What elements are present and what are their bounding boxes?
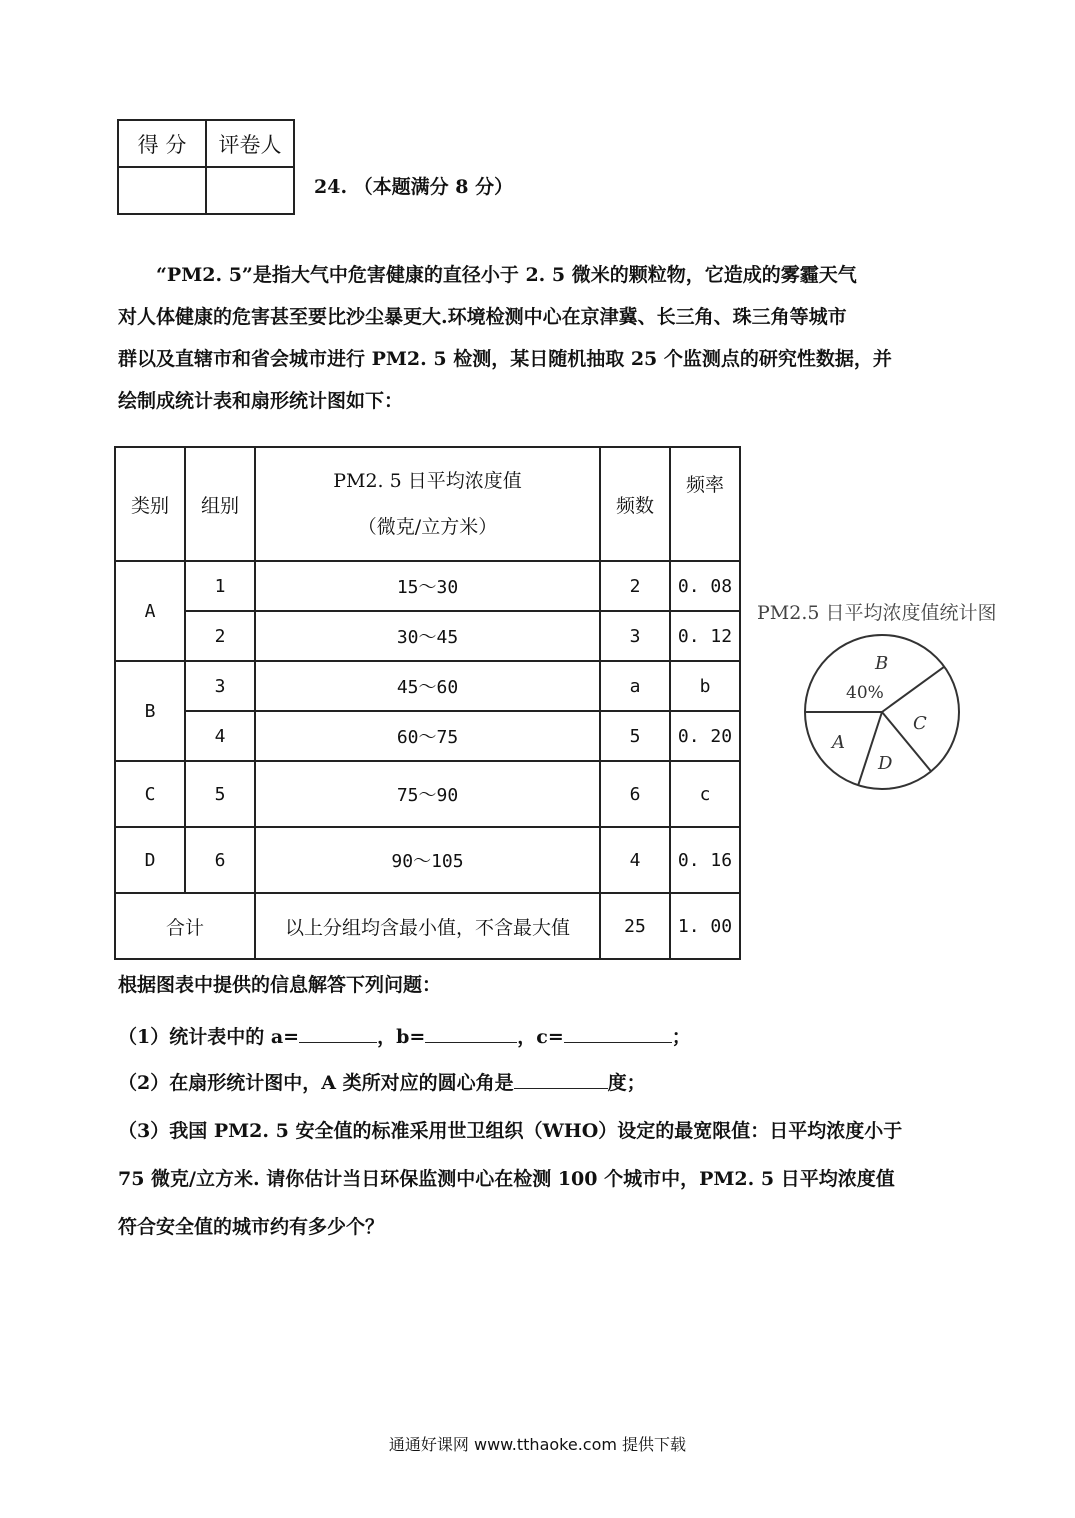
intro-line: 群以及直辖市和省会城市进行 PM2. 5 检测，某日随机抽取 25 个监测点的研究性数据，并 <box>118 348 892 370</box>
cell-range: 15～30 <box>255 561 600 611</box>
question-3-line2: 75 微克/立方米. 请你估计当日环保监测中心在检测 100 个城市中，PM2. 5 日平均浓度值 <box>118 1168 895 1190</box>
cell-category: C <box>115 761 185 827</box>
pie-spoke-c <box>882 667 944 712</box>
header-frequency: 频数 <box>600 447 670 561</box>
score-label: 得 分 <box>118 120 206 167</box>
q1-c-label: ，c= <box>517 1026 564 1048</box>
pie-label-b-percent: 40% <box>846 683 884 703</box>
pie-label-b: B <box>875 653 889 674</box>
cell-frequency: 6 <box>600 761 670 827</box>
blank-c[interactable] <box>564 1022 672 1043</box>
intro-line: 对人体健康的危害甚至要比沙尘暴更大.环境检测中心在京津冀、长三角、珠三角等城市 <box>118 306 847 328</box>
cell-group: 4 <box>185 711 255 761</box>
header-range <box>255 447 600 561</box>
cell-range: 60～75 <box>255 711 600 761</box>
table-row <box>115 661 740 711</box>
pie-label-d: D <box>878 753 893 774</box>
total-rate: 1. 00 <box>670 893 740 959</box>
questions-lead: 根据图表中提供的信息解答下列问题： <box>118 974 442 996</box>
cell-frequency: a <box>600 661 670 711</box>
question-3-line3: 符合安全值的城市约有多少个？ <box>118 1216 385 1238</box>
pie-spoke-a <box>858 712 882 785</box>
grader-label: 评卷人 <box>206 120 294 167</box>
cell-group: 2 <box>185 611 255 661</box>
header-range-line1: PM2. 5 日平均浓度值 <box>333 470 522 492</box>
question-3-line1: （3）我国 PM2. 5 安全值的标准采用世卫组织（WHO）设定的最宽限值：日平均浓度小于 <box>118 1120 903 1142</box>
cell-range: 90～105 <box>255 827 600 893</box>
cell-category: B <box>115 661 185 761</box>
pie-chart <box>790 625 975 810</box>
question-1 <box>118 1022 691 1049</box>
table-row <box>115 611 740 661</box>
score-cell <box>118 167 206 214</box>
table-row <box>115 711 740 761</box>
cell-rate: c <box>670 761 740 827</box>
blank-b[interactable] <box>425 1022 517 1043</box>
grader-cell <box>206 167 294 214</box>
question-2 <box>118 1068 646 1095</box>
cell-rate: b <box>670 661 740 711</box>
intro-line: “PM2. 5”是指大气中危害健康的直径小于 2. 5 微米的颗粒物，它造成的雾霾天气 <box>156 264 857 286</box>
table-header-row <box>115 447 740 561</box>
cell-rate: 0. 16 <box>670 827 740 893</box>
cell-group: 6 <box>185 827 255 893</box>
cell-frequency: 5 <box>600 711 670 761</box>
q1-prefix: （1）统计表中的 a= <box>118 1026 300 1048</box>
header-group: 组别 <box>185 447 255 561</box>
data-table <box>114 446 741 960</box>
cell-range: 30～45 <box>255 611 600 661</box>
intro-line: 绘制成统计表和扇形统计图如下： <box>118 390 404 412</box>
cell-frequency: 3 <box>600 611 670 661</box>
table-row <box>115 827 740 893</box>
cell-group: 5 <box>185 761 255 827</box>
score-box <box>117 119 295 215</box>
footer: 通通好课网 www.tthaoke.com 提供下载 <box>388 1435 687 1454</box>
question-title: 24. （本题满分 8 分） <box>314 176 514 198</box>
blank-a[interactable] <box>299 1022 377 1043</box>
header-rate: 频率 <box>670 447 740 561</box>
cell-rate: 0. 08 <box>670 561 740 611</box>
total-label: 合计 <box>115 893 255 959</box>
cell-frequency: 2 <box>600 561 670 611</box>
header-category: 类别 <box>115 447 185 561</box>
q1-b-label: ，b= <box>377 1026 426 1048</box>
cell-category: A <box>115 561 185 661</box>
table-row <box>115 561 740 611</box>
table-row <box>115 761 740 827</box>
q2-end: 度； <box>607 1072 646 1094</box>
cell-range: 45～60 <box>255 661 600 711</box>
total-frequency: 25 <box>600 893 670 959</box>
blank-angle[interactable] <box>514 1068 608 1089</box>
cell-rate: 0. 12 <box>670 611 740 661</box>
pie-label-a: A <box>832 732 845 753</box>
pie-label-c: C <box>913 713 927 734</box>
cell-rate: 0. 20 <box>670 711 740 761</box>
q2-prefix: （2）在扇形统计图中，A 类所对应的圆心角是 <box>118 1072 514 1094</box>
pie-chart-title: PM2.5 日平均浓度值统计图 <box>757 602 997 624</box>
intro-paragraph <box>118 254 963 422</box>
cell-frequency: 4 <box>600 827 670 893</box>
cell-range: 75～90 <box>255 761 600 827</box>
cell-group: 1 <box>185 561 255 611</box>
cell-group: 3 <box>185 661 255 711</box>
total-note: 以上分组均含最小值，不含最大值 <box>255 893 600 959</box>
table-total-row <box>115 893 740 959</box>
cell-category: D <box>115 827 185 893</box>
q1-end: ； <box>671 1026 691 1048</box>
header-range-line2: （微克/立方米） <box>357 516 498 538</box>
